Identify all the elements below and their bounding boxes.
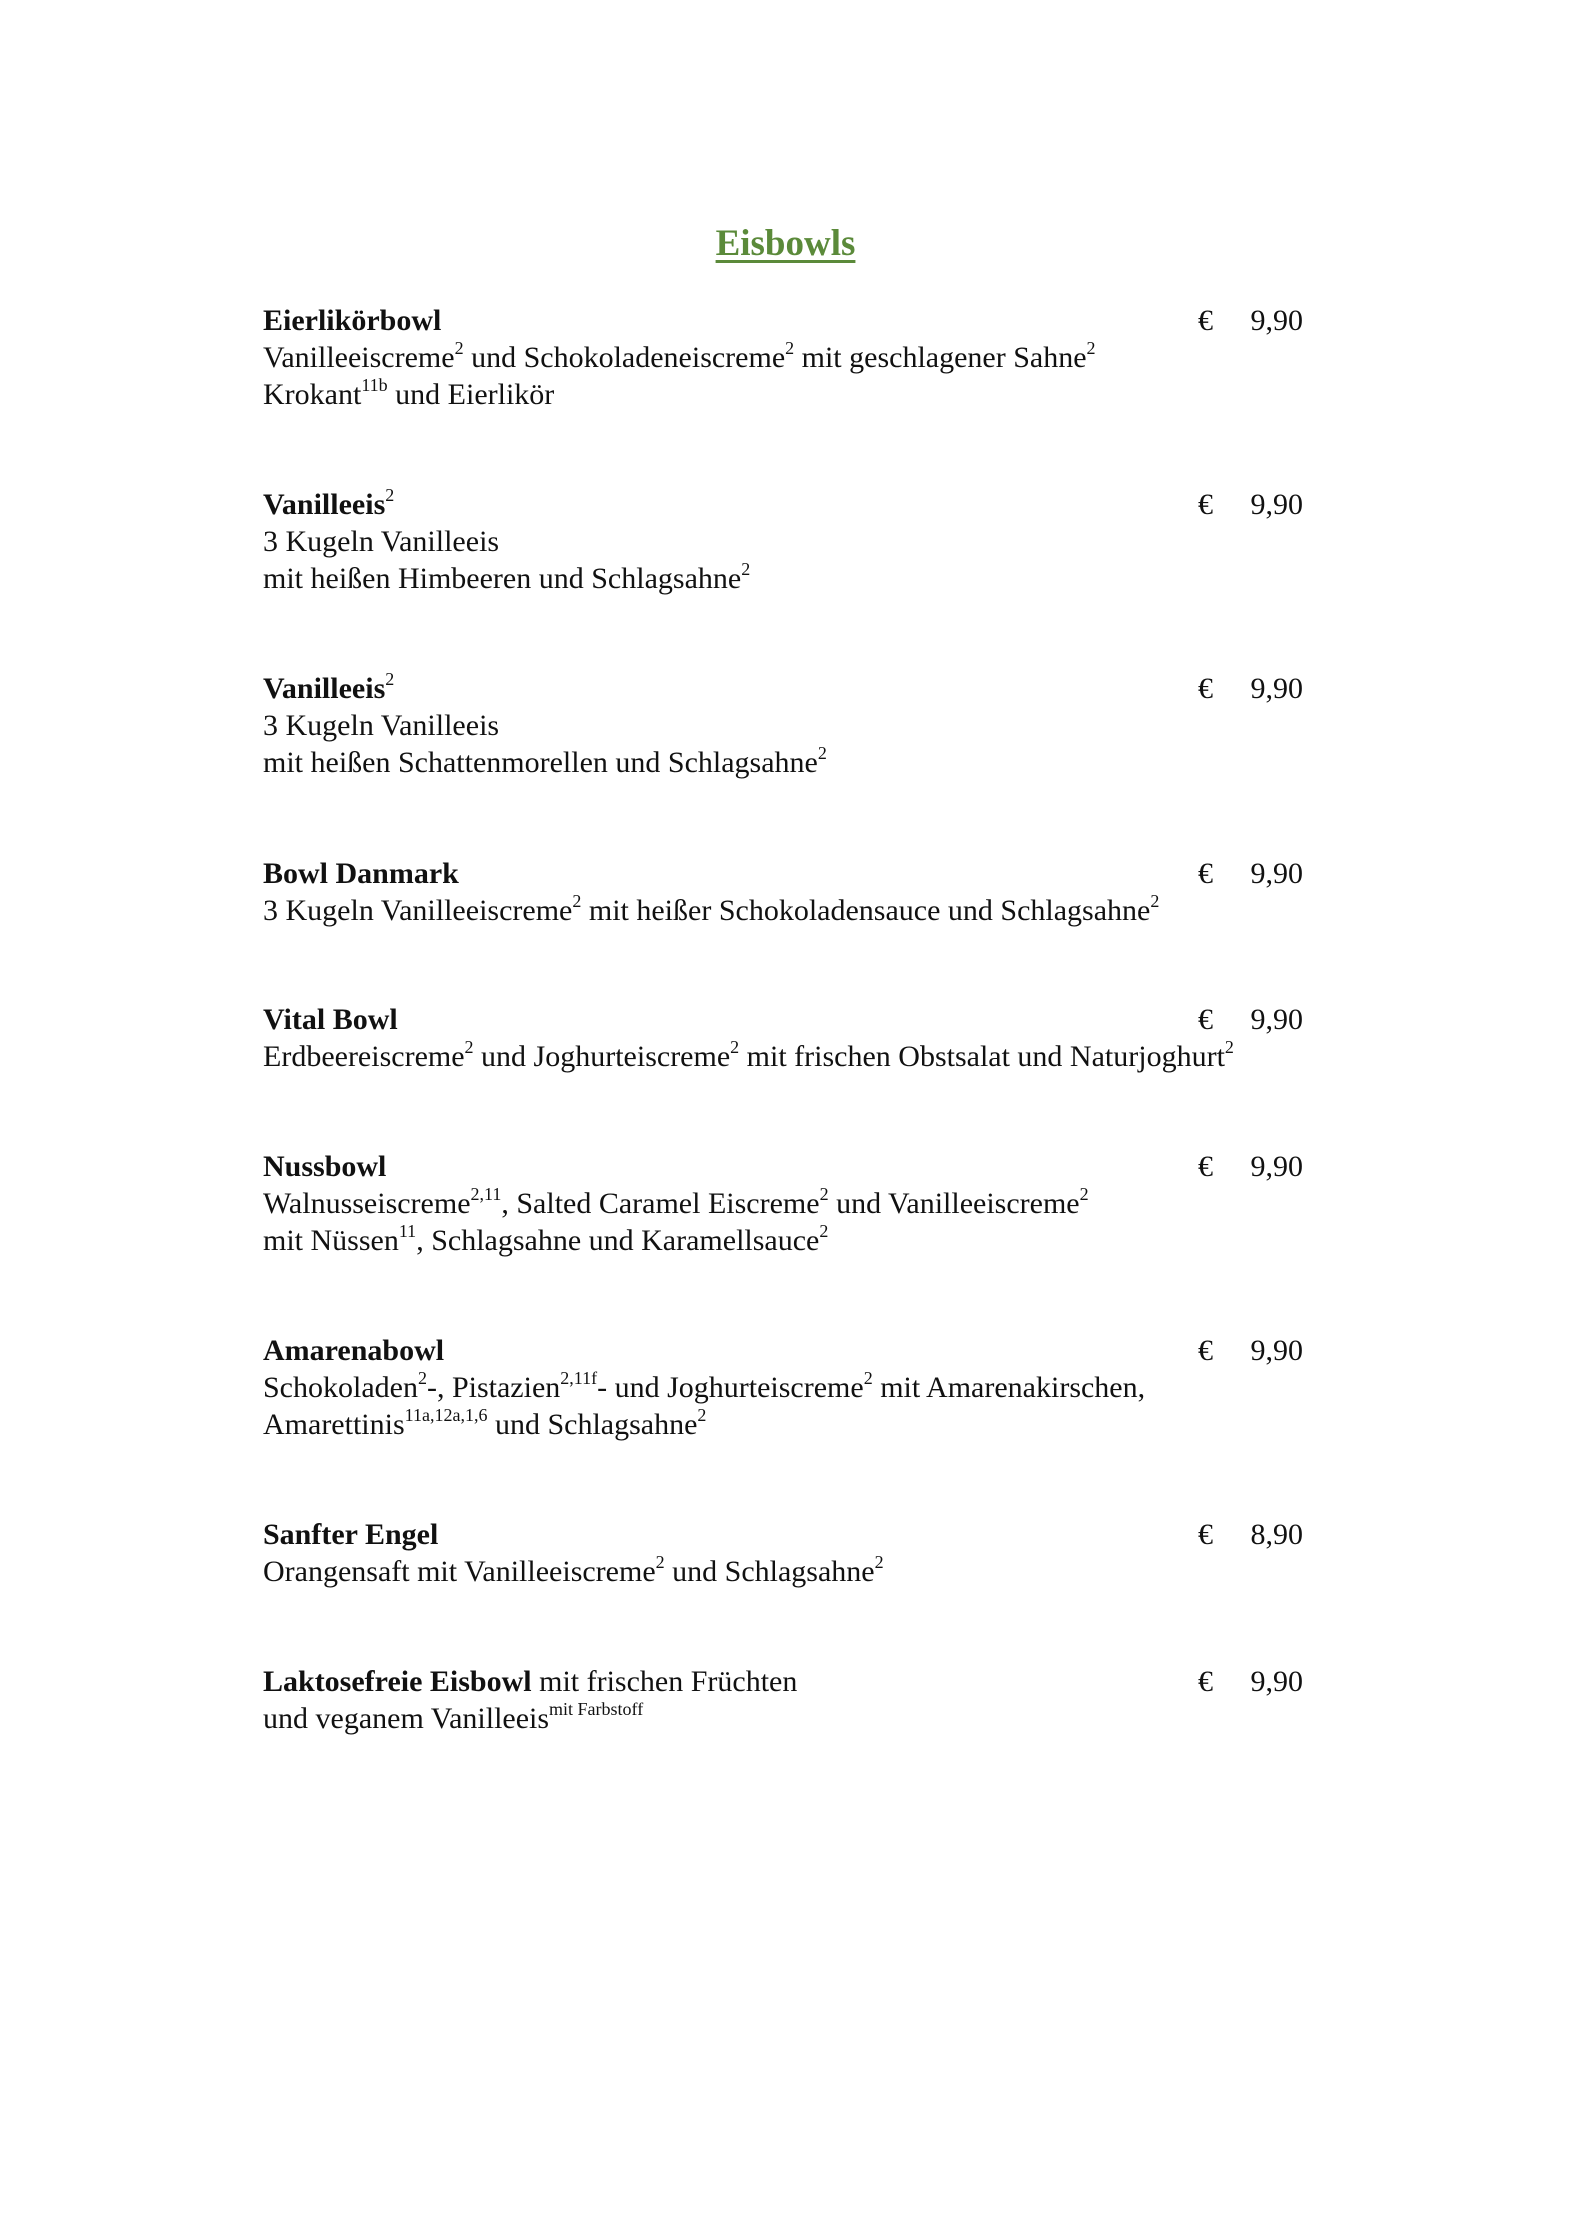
currency-symbol: € — [1198, 1334, 1213, 1367]
menu-item-name: Laktosefreie Eisbowl — [263, 1665, 532, 1698]
menu-item-heading — [263, 1332, 1303, 1369]
allergen-footnote: 2,11f — [560, 1368, 598, 1388]
menu-item-description — [263, 1553, 1303, 1590]
menu-item-heading — [263, 1001, 1303, 1038]
allergen-footnote: 2 — [1079, 1184, 1089, 1204]
currency-symbol: € — [1198, 857, 1213, 890]
price-value: 9,90 — [1250, 1334, 1303, 1367]
menu-item — [263, 302, 1303, 413]
menu-item-description — [263, 744, 1303, 781]
allergen-footnote: 2 — [817, 743, 827, 763]
description-text: 3 Kugeln Vanilleeis — [263, 525, 500, 558]
description-text: mit Nüssen — [263, 1224, 399, 1257]
description-text: Orangensaft mit Vanilleeiscreme — [263, 1555, 656, 1588]
allergen-footnote: 2 — [417, 1368, 427, 1388]
allergen-footnote: 2 — [1150, 891, 1160, 911]
currency-symbol: € — [1198, 1003, 1213, 1036]
allergen-footnote: 2 — [1086, 338, 1096, 358]
menu-item — [263, 486, 1303, 597]
allergen-footnote: 11 — [398, 1221, 417, 1241]
currency-symbol: € — [1198, 672, 1213, 705]
description-text: mit Amarenakirschen, — [872, 1371, 1146, 1404]
menu-item-price — [1198, 670, 1303, 707]
allergen-footnote: 2 — [1224, 1037, 1234, 1057]
description-text: 3 Kugeln Vanilleeiscreme — [263, 894, 573, 927]
description-text: und Joghurteiscreme — [473, 1040, 731, 1073]
description-text: und Schlagsahne — [664, 1555, 875, 1588]
menu-item-description — [263, 1185, 1303, 1222]
menu-item-heading — [263, 486, 1303, 523]
description-text: Vanilleeiscreme — [263, 341, 455, 374]
allergen-footnote: 2 — [655, 1552, 665, 1572]
price-value: 9,90 — [1250, 488, 1303, 521]
menu-item-heading — [263, 302, 1303, 339]
description-text: und veganem Vanilleeis — [263, 1702, 550, 1735]
menu-item — [263, 855, 1303, 929]
menu-item-name: Vanilleeis — [263, 672, 386, 705]
menu-item-name: Vanilleeis — [263, 488, 386, 521]
menu-item-price — [1198, 1516, 1303, 1553]
currency-symbol: € — [1198, 1665, 1213, 1698]
price-value: 8,90 — [1250, 1518, 1303, 1551]
allergen-footnote: 2 — [819, 1184, 829, 1204]
allergen-footnote: 2 — [697, 1405, 707, 1425]
allergen-footnote: 11a,12a,1,6 — [404, 1405, 488, 1425]
menu-item-name: Eierlikörbowl — [263, 304, 442, 337]
menu-item-price — [1198, 855, 1303, 892]
menu-item-price — [1198, 1332, 1303, 1369]
menu-item-description — [263, 523, 1303, 560]
description-text: und Eierlikör — [387, 378, 555, 411]
description-text: und Schlagsahne — [487, 1408, 698, 1441]
menu-item-heading — [263, 1148, 1303, 1185]
menu-item-price — [1198, 1663, 1303, 1700]
menu-item-heading — [263, 1663, 1303, 1700]
menu-item-price — [1198, 302, 1303, 339]
allergen-footnote: 2 — [464, 1037, 474, 1057]
menu-item-description — [263, 1369, 1303, 1406]
allergen-footnote: mit Farbstoff — [549, 1699, 644, 1719]
page-title: Eisbowls — [715, 223, 856, 264]
menu-item-name: Sanfter Engel — [263, 1518, 439, 1551]
description-text: und Vanilleeiscreme — [828, 1187, 1080, 1220]
menu-item-price — [1198, 1148, 1303, 1185]
description-text: Krokant — [263, 378, 362, 411]
description-text: mit geschlagener Sahne — [794, 341, 1087, 374]
menu-item-heading — [263, 855, 1303, 892]
allergen-footnote: 2 — [785, 338, 795, 358]
allergen-footnote: 2,11 — [470, 1184, 502, 1204]
description-text: Schokoladen — [263, 1371, 418, 1404]
menu-item — [263, 1516, 1303, 1590]
description-text: Erdbeereiscreme — [263, 1040, 465, 1073]
menu-item-name-footnote: 2 — [385, 669, 395, 689]
description-text: -, Pistazien — [426, 1371, 561, 1404]
description-text: mit heißer Schokoladensauce und Schlagsahne — [581, 894, 1151, 927]
menu-item — [263, 670, 1303, 781]
description-text: , Schlagsahne und Karamellsauce — [416, 1224, 820, 1257]
menu-item-name-footnote: 2 — [385, 485, 395, 505]
menu-item-description — [263, 339, 1303, 376]
menu-item-name-suffix: mit frischen Früchten — [531, 1665, 798, 1698]
menu-item-description — [263, 560, 1303, 597]
currency-symbol: € — [1198, 304, 1213, 337]
menu-item-name: Bowl Danmark — [263, 857, 459, 890]
price-value: 9,90 — [1250, 304, 1303, 337]
menu-item-name: Nussbowl — [263, 1150, 387, 1183]
description-text: mit heißen Himbeeren und Schlagsahne — [263, 562, 742, 595]
menu-item-description — [263, 1406, 1303, 1443]
menu-item-heading — [263, 1516, 1303, 1553]
menu-item-description — [263, 1038, 1303, 1075]
allergen-footnote: 2 — [863, 1368, 873, 1388]
menu-item-price — [1198, 1001, 1303, 1038]
menu-item-description — [263, 1700, 1303, 1737]
menu-item-name: Vital Bowl — [263, 1003, 398, 1036]
price-value: 9,90 — [1250, 1003, 1303, 1036]
description-text: mit heißen Schattenmorellen und Schlagsahne — [263, 746, 818, 779]
price-value: 9,90 — [1250, 1665, 1303, 1698]
menu-item — [263, 1663, 1303, 1737]
menu-item-description — [263, 707, 1303, 744]
menu-item-name: Amarenabowl — [263, 1334, 445, 1367]
allergen-footnote: 2 — [730, 1037, 740, 1057]
currency-symbol: € — [1198, 1150, 1213, 1183]
allergen-footnote: 2 — [819, 1221, 829, 1241]
price-value: 9,90 — [1250, 857, 1303, 890]
menu-item-description — [263, 376, 1303, 413]
allergen-footnote: 11b — [361, 375, 388, 395]
menu-item-description — [263, 892, 1303, 929]
menu-item — [263, 1001, 1303, 1075]
menu-item-price — [1198, 486, 1303, 523]
menu-item — [263, 1148, 1303, 1259]
allergen-footnote: 2 — [572, 891, 582, 911]
price-value: 9,90 — [1250, 1150, 1303, 1183]
description-text: 3 Kugeln Vanilleeis — [263, 709, 500, 742]
description-text: mit frischen Obstsalat und Naturjoghurt — [739, 1040, 1225, 1073]
menu-item — [263, 1332, 1303, 1443]
allergen-footnote: 2 — [454, 338, 464, 358]
description-text: , Salted Caramel Eiscreme — [501, 1187, 820, 1220]
description-text: Walnusseiscreme — [263, 1187, 471, 1220]
allergen-footnote: 2 — [874, 1552, 884, 1572]
menu-item-heading — [263, 670, 1303, 707]
currency-symbol: € — [1198, 1518, 1213, 1551]
allergen-footnote: 2 — [741, 559, 751, 579]
description-text: und Schokoladeneiscreme — [463, 341, 786, 374]
description-text: Amarettinis — [263, 1408, 405, 1441]
description-text: - und Joghurteiscreme — [597, 1371, 864, 1404]
currency-symbol: € — [1198, 488, 1213, 521]
menu-item-description — [263, 1222, 1303, 1259]
price-value: 9,90 — [1250, 672, 1303, 705]
